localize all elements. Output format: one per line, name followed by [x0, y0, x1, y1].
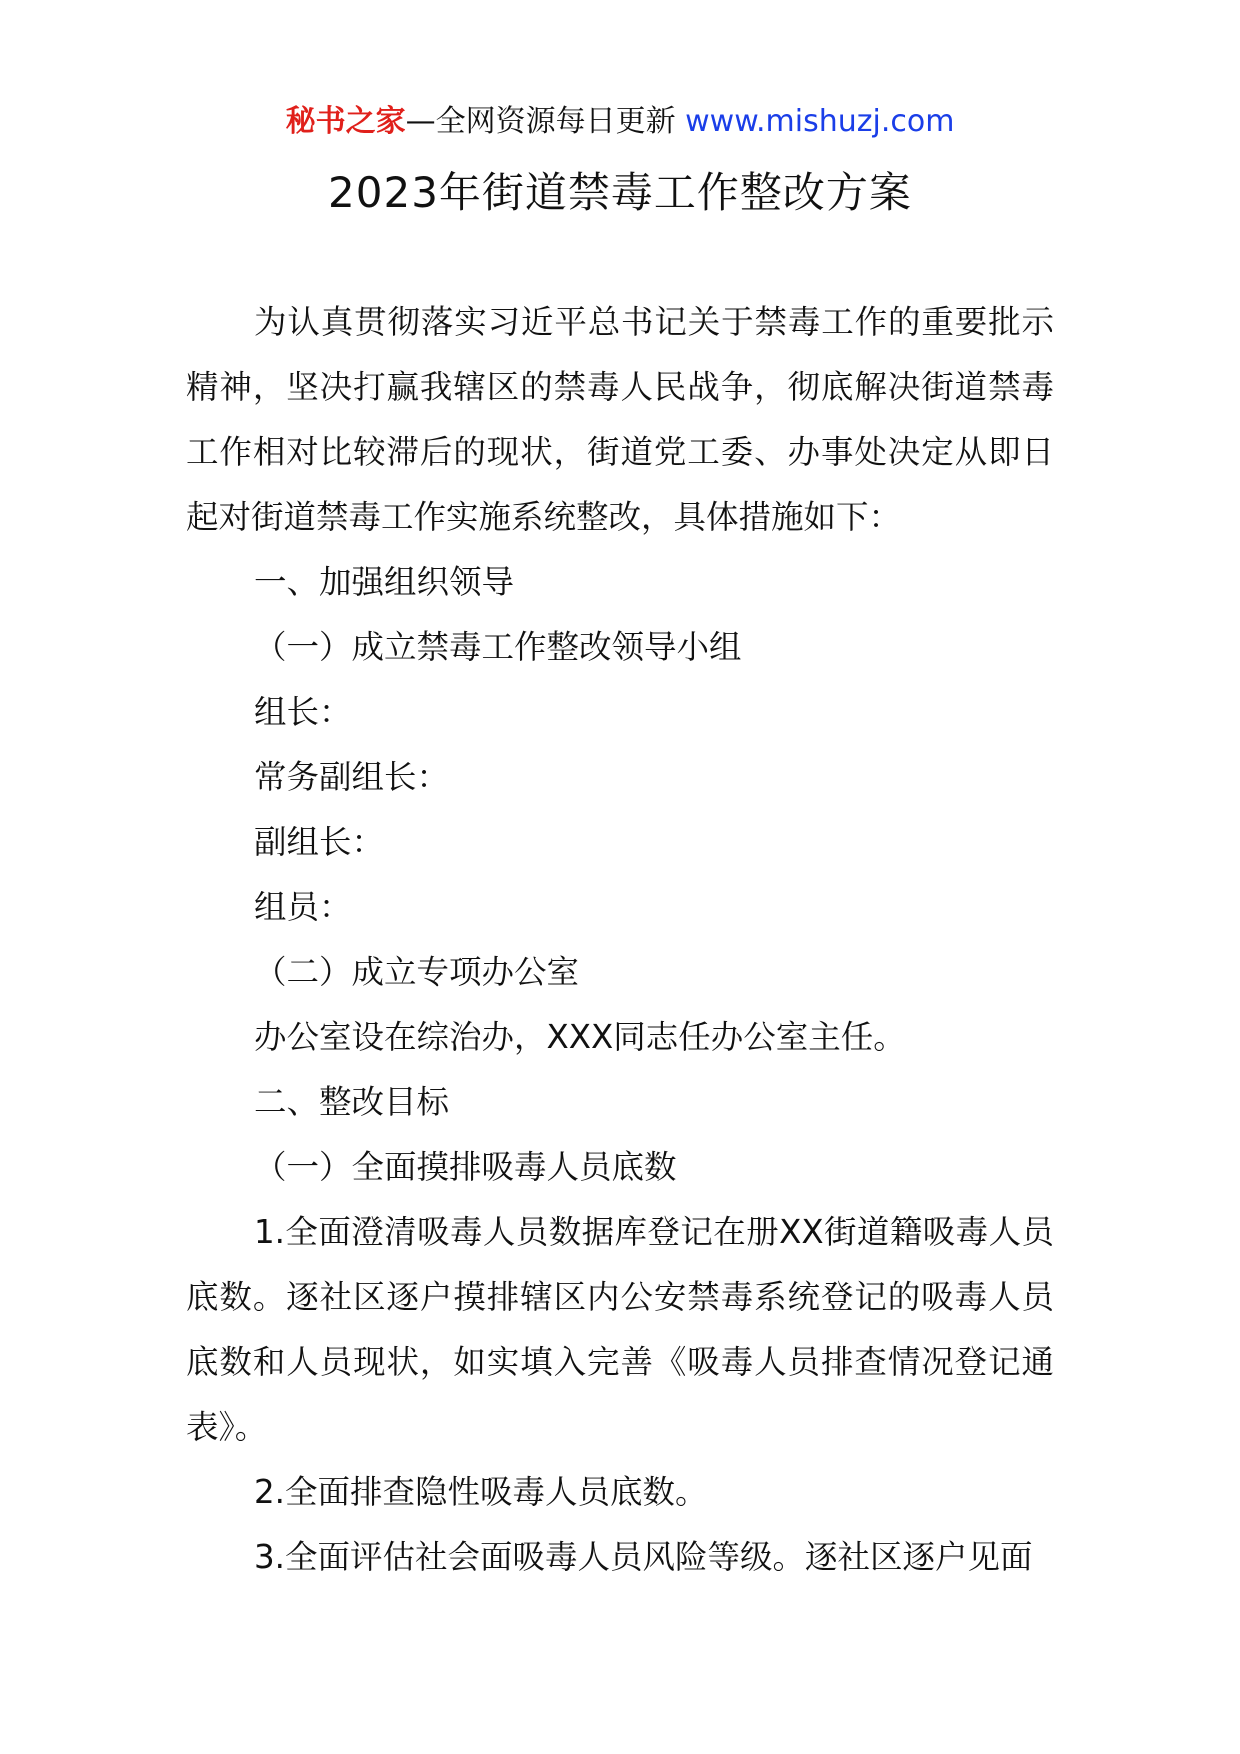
role-line-deputy: 副组长： — [254, 823, 385, 861]
site-tagline: —全网资源每日更新 — [405, 104, 676, 139]
subsection-heading: （一）全面摸排吸毒人员底数 — [254, 1148, 677, 1186]
role-line-leader: 组长： — [254, 693, 352, 731]
list-item-paragraph: 3.全面评估社会面吸毒人员风险等级。逐社区逐户见面 — [254, 1538, 1033, 1576]
subsection-heading: （二）成立专项办公室 — [254, 953, 580, 991]
subsection-heading: （一）成立禁毒工作整改领导小组 — [254, 628, 742, 666]
section-heading: 一、加强组织领导 — [254, 563, 515, 601]
role-line-executive-deputy: 常务副组长： — [254, 758, 450, 796]
office-paragraph: 办公室设在综治办，XXX同志任办公室主任。 — [254, 1018, 906, 1056]
site-header — [0, 102, 1240, 142]
list-item-paragraph: 1.全面澄清吸毒人员数据库登记在册XX街道籍吸毒人员底数。逐社区逐户摸排辖区内公安禁毒系统登记的吸毒人员底数和人员现状，如实填入完善《吸毒人员排查情况登记通表》。 — [186, 1213, 1054, 1446]
site-url-link[interactable]: www.mishuzj.com — [685, 104, 955, 139]
section-heading: 二、整改目标 — [254, 1083, 450, 1121]
intro-paragraph: 为认真贯彻落实习近平总书记关于禁毒工作的重要批示精神，坚决打赢我辖区的禁毒人民战争，彻底解决街道禁毒工作相对比较滞后的现状，街道党工委、办事处决定从即日起对街道禁毒工作实施系统整改，具体措施如下： — [186, 303, 1054, 536]
document-body — [186, 290, 1054, 1590]
document-title: 2023年街道禁毒工作整改方案 — [328, 168, 912, 217]
role-line-member: 组员： — [254, 888, 352, 926]
list-item-paragraph: 2.全面排查隐性吸毒人员底数。 — [254, 1473, 708, 1511]
site-brand: 秘书之家 — [285, 104, 406, 139]
